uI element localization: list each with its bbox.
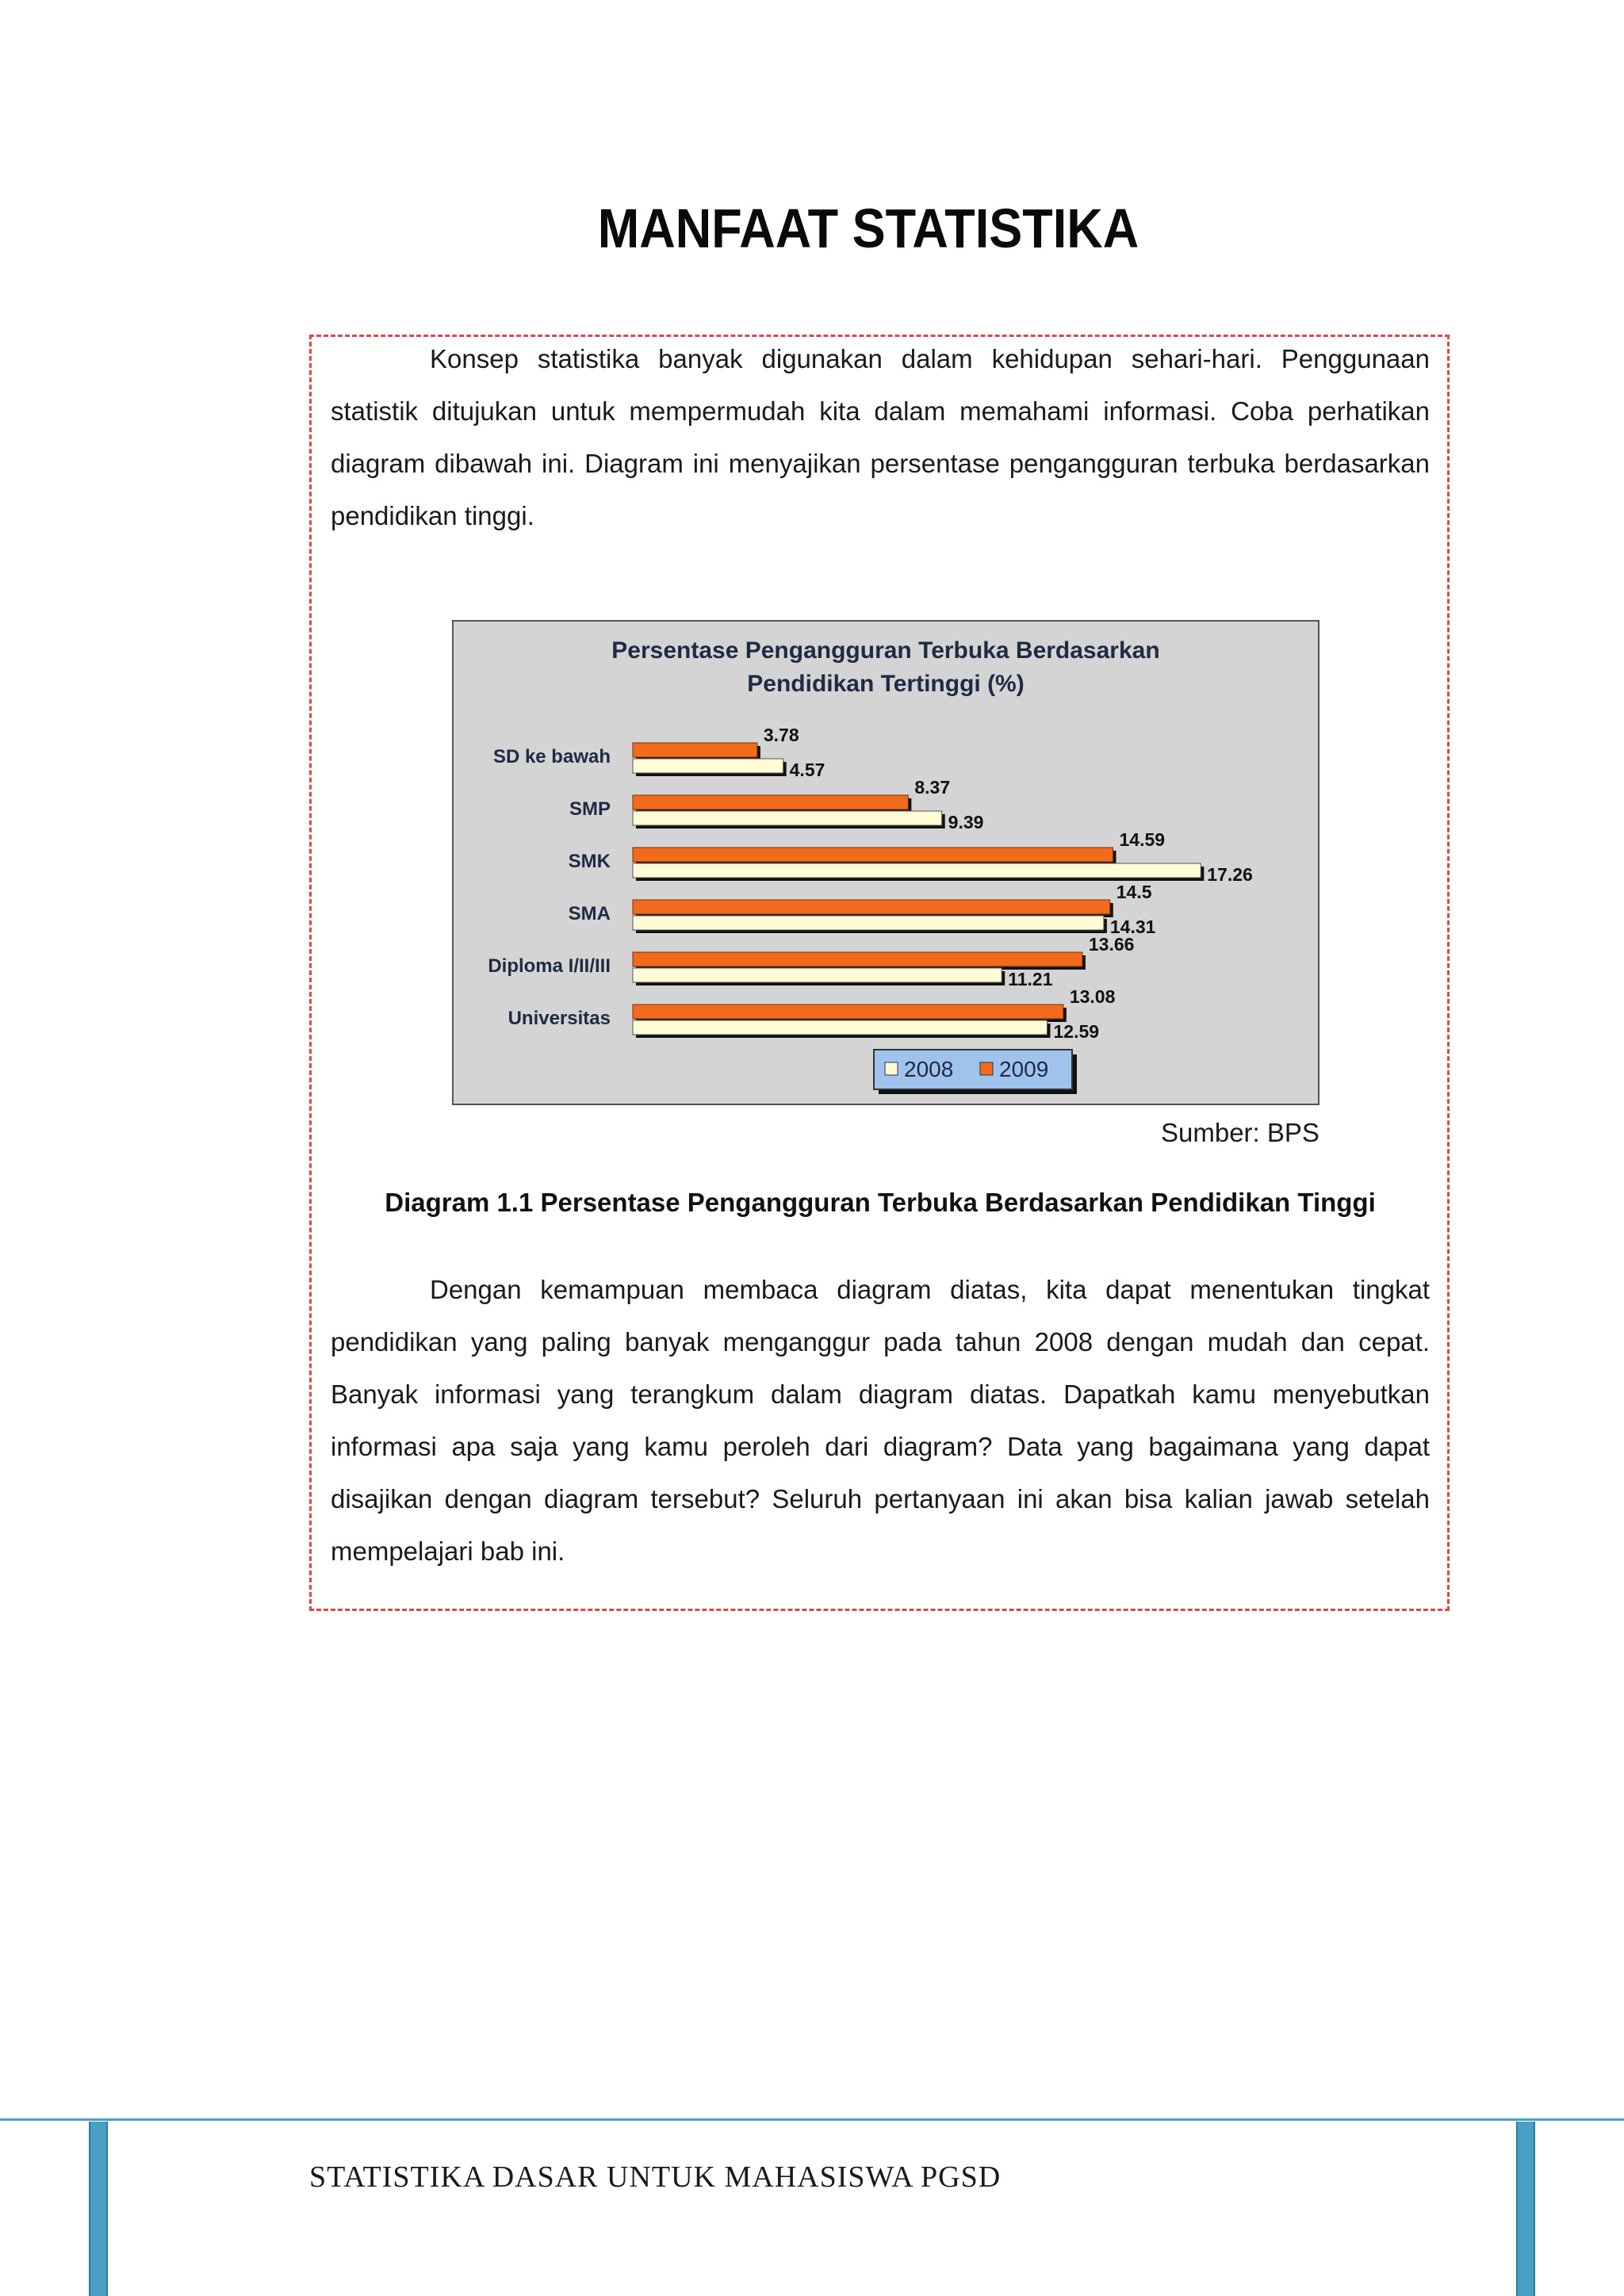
footer-divider — [0, 2118, 1624, 2121]
page-title: MANFAAT STATISTIKA — [597, 197, 1139, 259]
footer-text: STATISTIKA DASAR UNTUK MAHASISWA PGSD — [309, 2160, 1002, 2194]
bar-2008 — [633, 811, 942, 825]
value-label-2009: 8.37 — [914, 777, 951, 798]
legend-swatch-2009 — [980, 1062, 993, 1075]
value-label-2008: 9.39 — [948, 812, 984, 832]
footer-left-bar — [89, 2122, 108, 2296]
chart-title-line1: Persentase Pengangguran Terbuka Berdasarkan — [611, 637, 1160, 664]
bar-2009 — [633, 743, 757, 757]
category-label: SMP — [569, 798, 611, 820]
category-label: SD ke bawah — [492, 746, 611, 767]
value-label-2009: 3.78 — [763, 725, 799, 745]
value-label-2009: 14.5 — [1116, 882, 1152, 902]
value-label-2009: 14.59 — [1119, 829, 1166, 850]
footer-right-bar — [1516, 2122, 1535, 2296]
closing-paragraph-text: Dengan kemampuan membaca diagram diatas, kita dapat menentukan tingkat pendidikan yang paling banyak menganggur pada tahun 2008 dengan mudah dan cepat. Banyak informasi yang terangkum dalam diagram diatas. Dapatkah kamu menyebutkan informasi apa saja yang kamu peroleh dari diagram? Data yang bagaimana yang dapat disajikan dengan diagram tersebut? Seluruh pertanyaan ini akan bisa kalian jawab setelah mempelajari bab ini. — [331, 1275, 1430, 1566]
value-label-2008: 4.57 — [789, 760, 825, 780]
bar-2008 — [633, 916, 1104, 930]
legend-swatch-2008 — [885, 1062, 898, 1075]
legend-label-2009: 2009 — [999, 1057, 1049, 1081]
bar-2009 — [633, 952, 1082, 966]
legend-label-2008: 2008 — [904, 1057, 954, 1081]
chart-source: Sumber: BPS — [1161, 1118, 1320, 1147]
category-label: Diploma I/II/III — [488, 955, 611, 977]
intro-paragraph — [331, 333, 1430, 542]
value-label-2008: 11.21 — [1008, 969, 1053, 989]
intro-paragraph-text: Konsep statistika banyak digunakan dalam kehidupan sehari-hari. Penggunaan statistik ditujukan untuk mempermudah kita dalam memahami informasi. Coba perhatikan diagram dibawah ini. Diagram ini menyajikan persentase pengangguran terbuka berdasarkan pendidikan tinggi. — [331, 344, 1430, 530]
bar-2009 — [633, 848, 1113, 862]
bar-chart — [452, 620, 1320, 1105]
bar-2009 — [633, 900, 1110, 914]
value-label-2008: 17.26 — [1207, 864, 1253, 885]
category-label: SMA — [568, 903, 611, 924]
value-label-2009: 13.08 — [1069, 986, 1116, 1007]
bar-2008 — [633, 1020, 1047, 1035]
value-label-2008: 12.59 — [1053, 1021, 1100, 1042]
bar-2008 — [633, 863, 1201, 878]
chart-container — [452, 620, 1320, 1105]
bar-2009 — [633, 795, 908, 809]
bar-2009 — [633, 1004, 1063, 1019]
category-label: SMK — [568, 851, 611, 872]
bar-2008 — [633, 968, 1002, 982]
value-label-2008: 14.31 — [1109, 916, 1156, 937]
category-label: Universitas — [508, 1008, 611, 1029]
closing-paragraph — [331, 1264, 1430, 1578]
bar-2008 — [633, 759, 783, 773]
value-label-2009: 13.66 — [1088, 934, 1135, 955]
chart-title-line2: Pendidikan Tertinggi (%) — [747, 671, 1025, 697]
chart-caption: Diagram 1.1 Persentase Pengangguran Terbuka Berdasarkan Pendidikan Tinggi — [385, 1188, 1376, 1217]
